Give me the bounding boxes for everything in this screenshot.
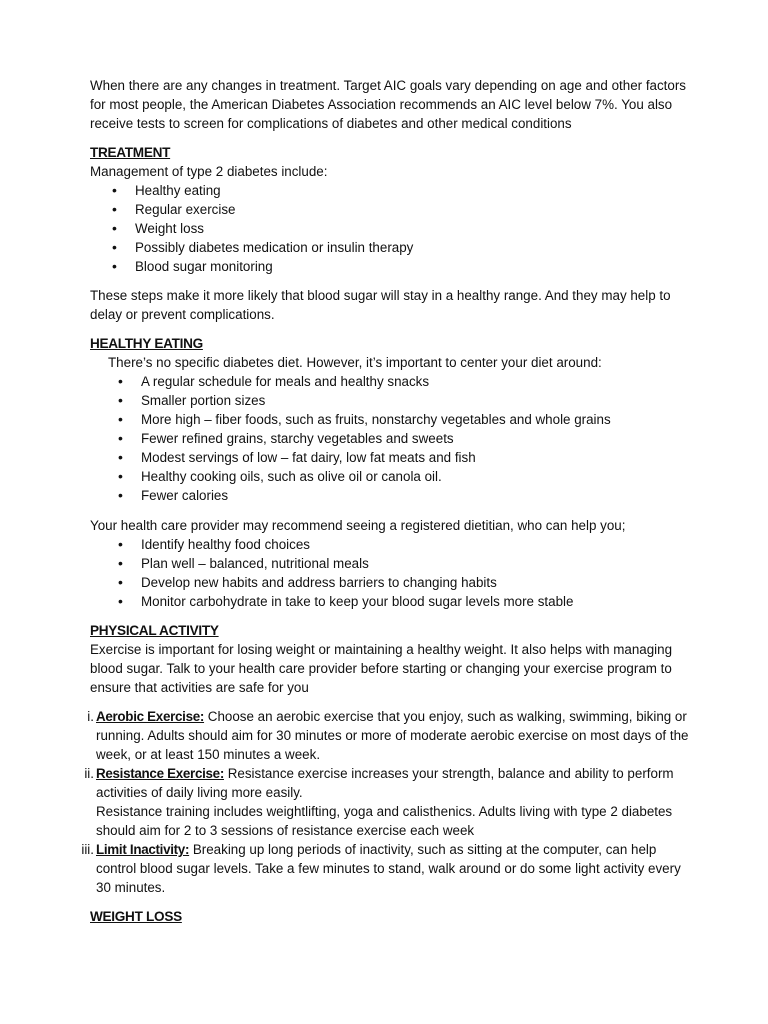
list-item: • Modest servings of low – fat dairy, low fat meats and fish bbox=[90, 448, 690, 467]
list-item: • Healthy eating bbox=[90, 181, 690, 200]
list-item: • More high – fiber foods, such as fruits, nonstarchy vegetables and whole grains bbox=[90, 410, 690, 429]
treatment-closing: These steps make it more likely that blood sugar will stay in a healthy range. And they may help to delay or prevent complications. bbox=[90, 288, 671, 322]
list-item: • A regular schedule for meals and healthy snacks bbox=[90, 372, 690, 391]
list-item: • Smaller portion sizes bbox=[90, 391, 690, 410]
exercise-term: Aerobic Exercise: bbox=[96, 709, 205, 724]
weight-loss-heading: WEIGHT LOSS bbox=[90, 909, 182, 924]
exercise-item-aerobic bbox=[87, 707, 690, 764]
treatment-heading: TREATMENT bbox=[90, 145, 171, 160]
list-number: iii. bbox=[81, 842, 94, 857]
healthy-eating-lead: There’s no specific diabetes diet. However, it’s important to center your diet around: bbox=[108, 355, 602, 370]
exercise-item-resistance bbox=[84, 764, 690, 840]
exercise-term: Limit Inactivity: bbox=[96, 842, 190, 857]
exercise-list bbox=[81, 707, 690, 897]
healthy-eating-heading: HEALTHY EATING bbox=[90, 336, 203, 351]
list-item: • Fewer refined grains, starchy vegetables and sweets bbox=[90, 429, 690, 448]
list-item: • Possibly diabetes medication or insulin therapy bbox=[90, 238, 690, 257]
list-item: • Identify healthy food choices bbox=[90, 535, 690, 554]
list-item: • Blood sugar monitoring bbox=[90, 257, 690, 276]
document-body bbox=[81, 76, 690, 926]
exercise-text: Breaking up long periods of inactivity, such as sitting at the computer, can help control blood sugar levels. Take a few minutes to stand, walk around or do some light activity every 30 minutes. bbox=[96, 842, 681, 895]
physical-activity-lead: Exercise is important for losing weight or maintaining a healthy weight. It also helps with managing blood sugar. Talk to your health care provider before starting or changing your exercise program to ensure that activities are safe for you bbox=[90, 642, 673, 695]
list-number: i. bbox=[87, 709, 94, 724]
list-item: • Monitor carbohydrate in take to keep your blood sugar levels more stable bbox=[90, 592, 690, 611]
list-item: • Fewer calories bbox=[90, 486, 690, 505]
list-item: • Plan well – balanced, nutritional meals bbox=[90, 554, 690, 573]
physical-activity-heading: PHYSICAL ACTIVITY bbox=[90, 623, 219, 638]
list-item: • Develop new habits and address barriers to changing habits bbox=[90, 573, 690, 592]
intro-paragraph: When there are any changes in treatment. Target AIC goals vary depending on age and other factors for most people, the American Diabetes Association recommends an AIC level below 7%. You also receive tests to screen for complications of diabetes and other medical conditions bbox=[90, 78, 687, 131]
exercise-term: Resistance Exercise: bbox=[96, 766, 224, 781]
list-item: • Weight loss bbox=[90, 219, 690, 238]
exercise-text: Resistance exercise increases your strength, balance and ability to perform activities of daily living more easily. bbox=[96, 766, 674, 800]
exercise-extra-text: Resistance training includes weightlifting, yoga and calisthenics. Adults living with type 2 diabetes should aim for 2 to 3 sessions of resistance exercise each week bbox=[96, 804, 673, 838]
exercise-item-inactivity bbox=[81, 840, 690, 897]
dietitian-lead: Your health care provider may recommend seeing a registered dietitian, who can help you; bbox=[90, 518, 626, 533]
exercise-text: Choose an aerobic exercise that you enjoy, such as walking, swimming, biking or running. Adults should aim for 30 minutes or more of moderate aerobic exercise on most days of the week, or at least 150 minutes a week. bbox=[96, 709, 689, 762]
list-item: • Healthy cooking oils, such as olive oil or canola oil. bbox=[90, 467, 690, 486]
list-number: ii. bbox=[84, 766, 94, 781]
treatment-list bbox=[90, 181, 690, 276]
dietitian-list bbox=[90, 535, 690, 611]
healthy-eating-list bbox=[90, 372, 690, 505]
treatment-lead: Management of type 2 diabetes include: bbox=[90, 164, 328, 179]
list-item: • Regular exercise bbox=[90, 200, 690, 219]
